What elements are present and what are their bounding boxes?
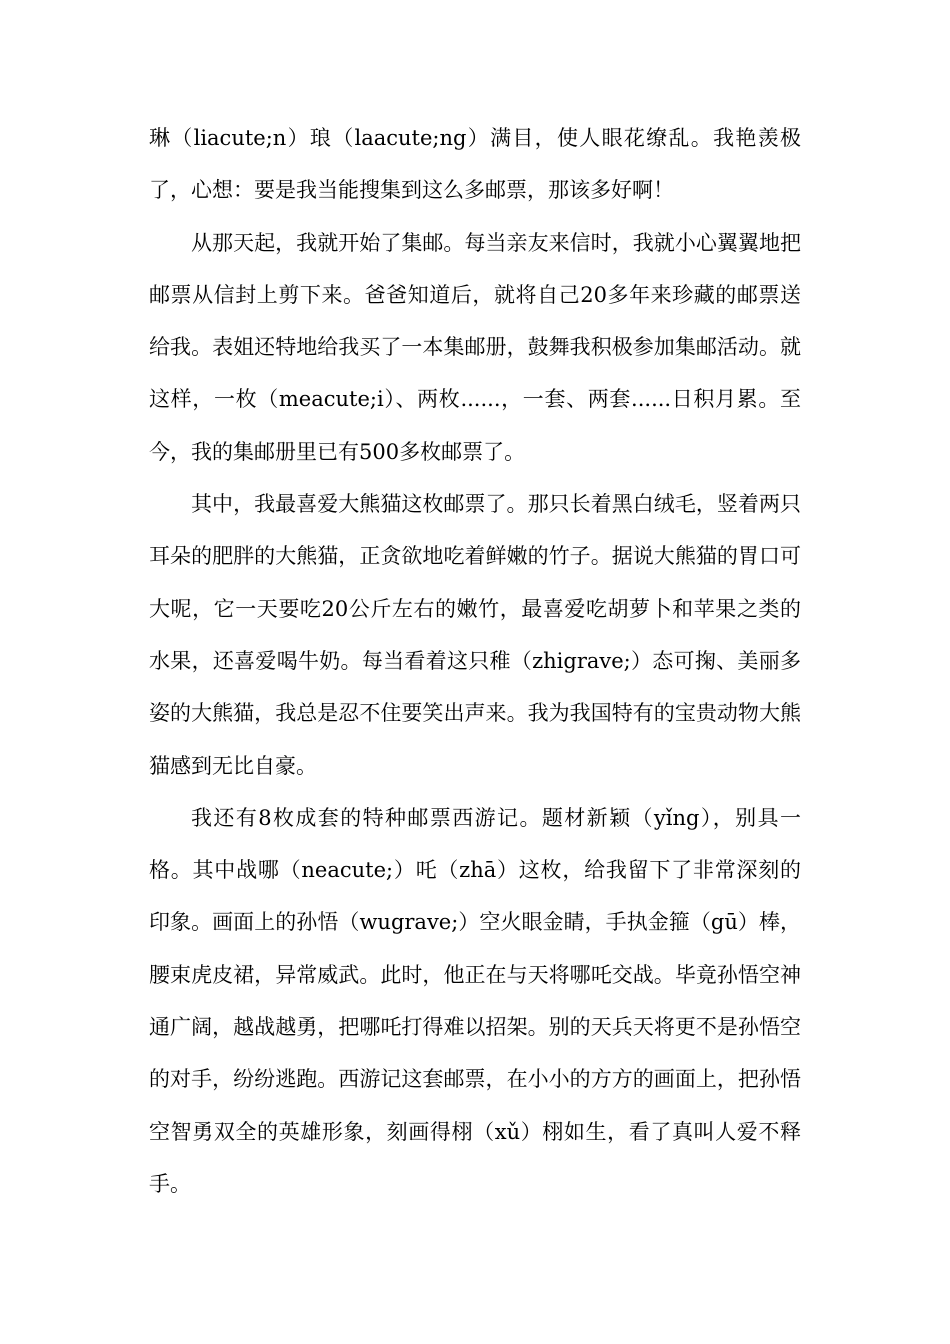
paragraph-4: 我还有8枚成套的特种邮票西游记。题材新颖（yǐng），别具一格。其中战哪（neacute;）吒（zhā）这枚，给我留下了非常深刻的印象。画面上的孙悟（wugrave;）空火眼金睛，手执金箍（gū）棒，腰束虎皮裙，异常威武。此时，他正在与天将哪吒交战。毕竟孙悟空神通广阔，越战越勇，把哪吒打得难以招架。别的天兵天将更不是孙悟空的对手，纷纷逃跑。西游记这套邮票，在小小的方方的画面上，把孙悟空智勇双全的英雄形象，刻画得栩（xǔ）栩如生，看了真叫人爱不释手。	[149, 805, 801, 1196]
paragraph-1: 琳（liacute;n）琅（laacute;ng）满目，使人眼花缭乱。我艳羡极了，心想：要是我当能搜集到这么多邮票，那该多好啊！	[149, 126, 801, 203]
paragraph-3: 其中，我最喜爱大熊猫这枚邮票了。那只长着黑白绒毛，竖着两只耳朵的肥胖的大熊猫，正贪欲地吃着鲜嫩的竹子。据说大熊猫的胃口可大呢，它一天要吃20公斤左右的嫩竹，最喜爱吃胡萝卜和苹果之类的水果，还喜爱喝牛奶。每当看着这只稚（zhigrave;）态可掬、美丽多姿的大熊猫，我总是忍不住要笑出声来。我为我国特有的宝贵动物大熊猫感到无比自豪。	[149, 492, 801, 778]
document-body	[149, 112, 801, 1210]
paragraph-2: 从那天起，我就开始了集邮。每当亲友来信时，我就小心翼翼地把邮票从信封上剪下来。爸爸知道后，就将自己20多年来珍藏的邮票送给我。表姐还特地给我买了一本集邮册，鼓舞我积极参加集邮活动。就这样，一枚（meacute;i）、两枚......，一套、两套......日积月累。至今，我的集邮册里已有500多枚邮票了。	[149, 230, 801, 464]
